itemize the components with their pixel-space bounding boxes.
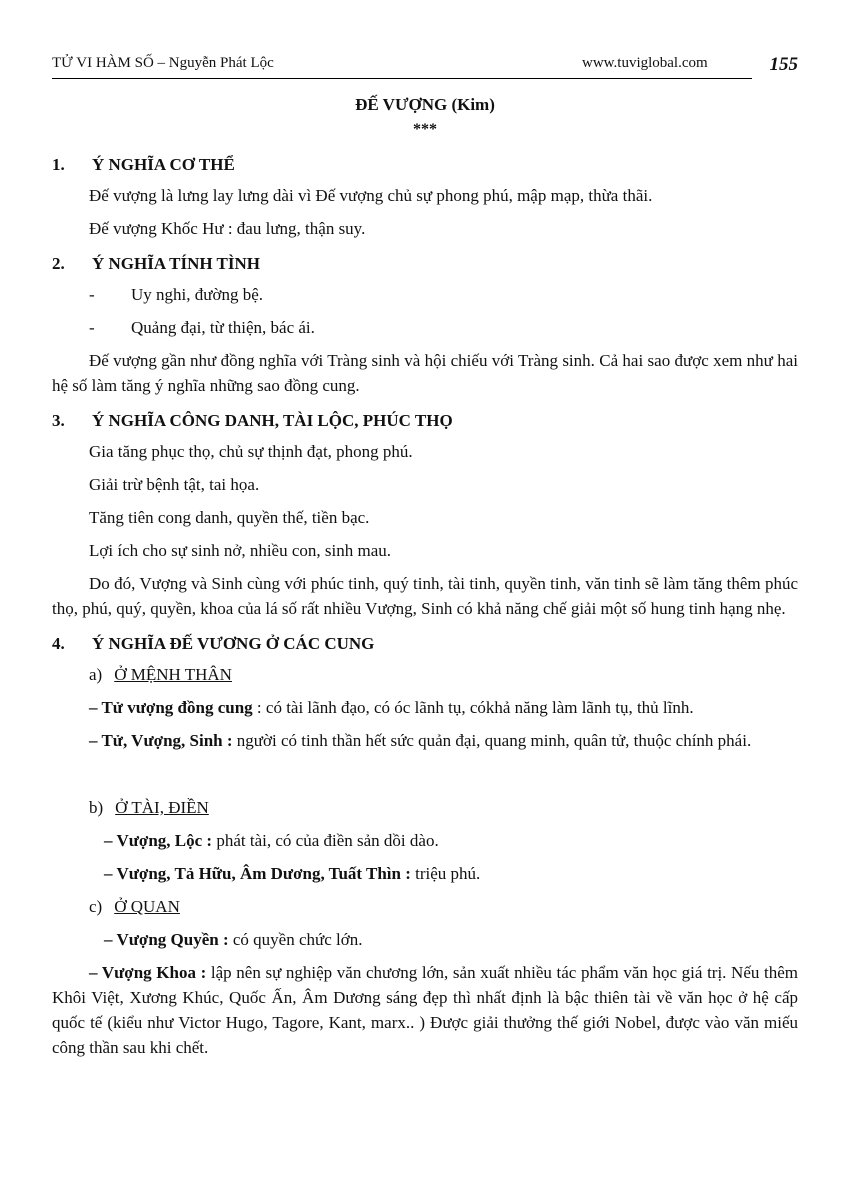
section-title: Ý NGHĨA CƠ THỂ (92, 155, 235, 174)
paragraph: Giải trừ bệnh tật, tai họa. (89, 475, 260, 494)
paragraph: Gia tăng phục thọ, chủ sự thịnh đạt, phong phú. (89, 442, 413, 461)
section-number: 1. (52, 155, 65, 174)
list-item-text: Uy nghi, đường bệ. (131, 285, 263, 304)
subsection-label: b) (89, 798, 104, 817)
term: – Vượng, Tả Hữu, Âm Dương, Tuất Thìn : (104, 864, 411, 883)
definition: có quyền chức lớn. (228, 930, 363, 949)
section-number: 4. (52, 634, 65, 653)
section-heading-1 (52, 152, 798, 177)
definition: triệu phú. (410, 864, 481, 883)
section-title: Ý NGHĨA ĐẾ VƯƠNG Ở CÁC CUNG (92, 634, 375, 653)
page-header (52, 52, 798, 78)
definition: phát tài, có của điền sản dồi dào. (212, 831, 439, 850)
paragraph (52, 728, 798, 753)
chapter-title: ĐẾ VƯỢNG (Kim) (355, 95, 495, 114)
paragraph: Do đó, Vượng và Sinh cùng với phúc tinh, quý tinh, tài tinh, quyền tinh, văn tinh sẽ làm tăng thêm phúc thọ, phú, quý, quyền, khoa của lá số rất nhiều Vượng, Sinh có khả năng chế giải một số hung tinh hạng nhẹ. (52, 574, 798, 618)
list-item (52, 282, 798, 307)
paragraph: Đế vượng Khốc Hư : đau lưng, thận suy. (89, 219, 366, 238)
paragraph (52, 828, 798, 853)
section-heading-3 (52, 408, 798, 433)
spacer (52, 761, 798, 791)
section-heading-4 (52, 631, 798, 656)
dash-bullet: - (89, 285, 95, 304)
subsection-heading-b (52, 795, 798, 820)
list-item-text: Quảng đại, từ thiện, bác ái. (131, 318, 315, 337)
term: – Vượng, Lộc : (104, 831, 213, 850)
header-book-title: TỬ VI HÀM SỐ – Nguyễn Phát Lộc (52, 55, 274, 71)
subsection-label: c) (89, 897, 103, 916)
dash-bullet: - (89, 318, 95, 337)
section-heading-2 (52, 251, 798, 276)
page-number: 155 (769, 54, 798, 75)
subsection-title: Ở TÀI, ĐIỀN (115, 798, 209, 817)
header-divider (52, 78, 752, 79)
paragraph (52, 960, 798, 1060)
section-number: 3. (52, 411, 65, 430)
subsection-heading-a (52, 662, 798, 687)
subsection-title: Ở QUAN (114, 897, 180, 916)
definition: lập nên sự nghiệp văn chương lớn, sản xuất nhiều tác phẩm văn học giá trị. Nếu thêm Khôi Việt, Xương Khúc, Quốc Ấn, Âm Dương sáng đẹp thì nhất định là bậc thiên tài về văn học ở hệ cấp quốc tế (kiểu như Victor Hugo, Tagore, Kant, marx.. ) Được giải thưởng thế giới Nobel, được vào văn miếu công thần sau khi chết. (52, 963, 798, 1057)
subsection-label: a) (89, 665, 103, 684)
paragraph (52, 927, 798, 952)
paragraph (52, 861, 798, 886)
paragraph: Đế vượng là lưng lay lưng dài vì Đế vượng chủ sự phong phú, mập mạp, thừa thãi. (89, 186, 653, 205)
term: – Tử, Vượng, Sinh : (89, 731, 233, 750)
section-title: Ý NGHĨA TÍNH TÌNH (92, 254, 260, 273)
section-title: Ý NGHĨA CÔNG DANH, TÀI LỘC, PHÚC THỌ (92, 411, 453, 430)
subsection-title: Ở MỆNH THÂN (114, 665, 232, 684)
definition: : có tài lãnh đạo, có óc lãnh tụ, cókhả năng làm lãnh tụ, thủ lĩnh. (252, 698, 694, 717)
term: – Tử vượng đồng cung (89, 698, 253, 717)
subsection-heading-c (52, 894, 798, 919)
section-number: 2. (52, 254, 65, 273)
page-content (52, 92, 798, 1068)
term: – Vượng Khoa : (89, 963, 207, 982)
term: – Vượng Quyền : (104, 930, 229, 949)
header-website: www.tuviglobal.com (582, 55, 708, 71)
paragraph: Lợi ích cho sự sinh nở, nhiều con, sinh mau. (89, 541, 391, 560)
list-item (52, 315, 798, 340)
title-ornament: *** (413, 121, 437, 138)
paragraph (52, 695, 798, 720)
definition: người có tinh thần hết sức quản đại, quang minh, quân tử, thuộc chính phái. (232, 731, 752, 750)
paragraph: Tăng tiên cong danh, quyền thế, tiền bạc. (89, 508, 370, 527)
paragraph: Đế vượng gần như đồng nghĩa với Tràng sinh và hội chiếu với Tràng sinh. Cả hai sao được xem như hai hệ số làm tăng ý nghĩa những sao đồng cung. (52, 351, 798, 395)
